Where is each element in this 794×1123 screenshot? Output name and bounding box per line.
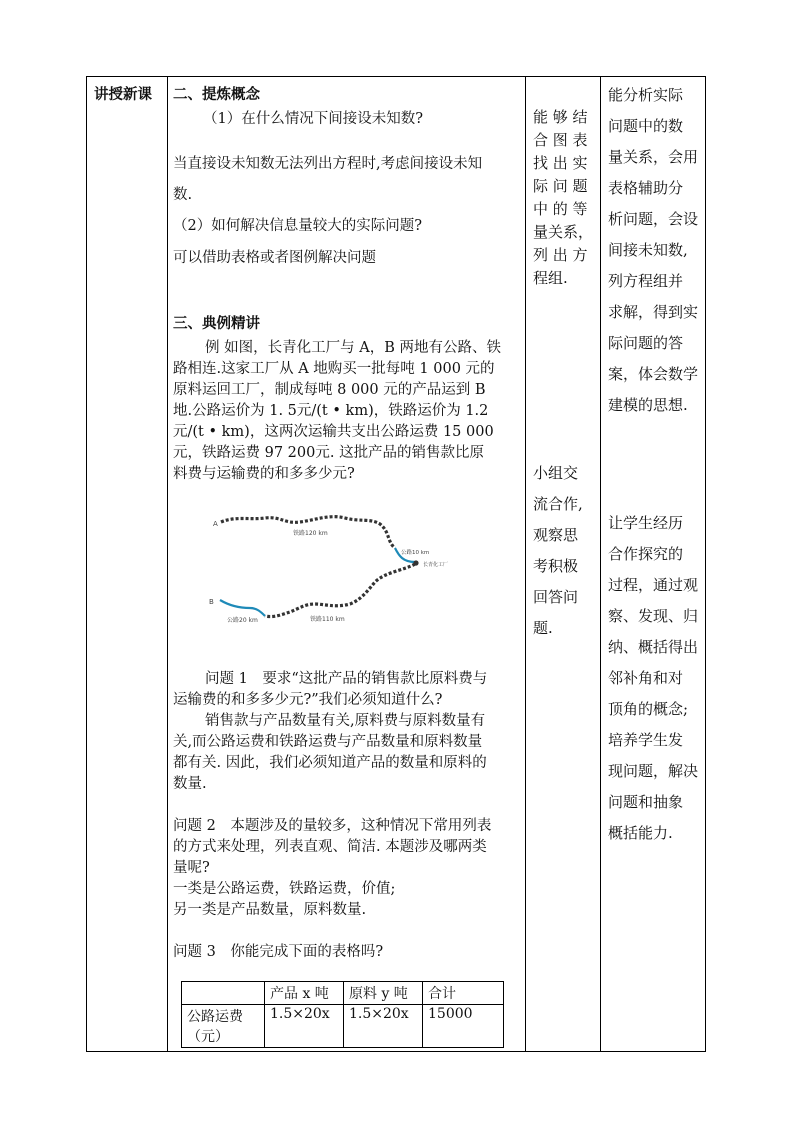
label-factory: 长青化工厂 bbox=[423, 562, 449, 568]
objective-line: 案，体会数学 bbox=[608, 365, 699, 383]
answer-1-line: 关,而公路运费和铁路运费与产品数量和原料数量 bbox=[173, 734, 483, 750]
table-cell: 1.5×20x bbox=[265, 1005, 344, 1048]
table-header-cell: 原料 y 吨 bbox=[344, 982, 423, 1005]
objective-line: 让学生经历 bbox=[608, 514, 684, 532]
objective-line: 量关系，会用 bbox=[608, 148, 699, 166]
table-header-cell: 产品 x 吨 bbox=[265, 982, 344, 1005]
activity-line: 合 图 表 bbox=[533, 131, 588, 149]
activity-line: 回答问 bbox=[533, 588, 579, 606]
problem-3: 问题 3 你能完成下面的表格吗? bbox=[173, 944, 384, 960]
objective-line: 建模的思想. bbox=[608, 396, 688, 414]
section-heading: 二、提炼概念 bbox=[173, 86, 260, 103]
objective-line: 问题中的数 bbox=[608, 117, 684, 135]
stage-label: 讲授新课 bbox=[94, 86, 152, 103]
problem-2-line: 的方式来处理，列表直观、简洁. 本题涉及哪两类 bbox=[173, 839, 487, 855]
objective-line: 际问题的答 bbox=[608, 334, 684, 352]
table-row-label bbox=[182, 1005, 265, 1048]
example-line: 地.公路运价为 1. 5元/(t • km)，铁路运价为 1.2 bbox=[173, 403, 489, 419]
question-2: （2）如何解决信息量较大的实际问题? bbox=[173, 218, 422, 234]
example-line: 元/(t • km)，这两次运输共支出公路运费 15 000 bbox=[173, 424, 494, 440]
objective-line: 表格辅助分 bbox=[608, 179, 684, 197]
objective-line: 现问题，解决 bbox=[608, 762, 699, 780]
example-line: 例 如图，长青化工厂与 A，B 两地有公路、铁 bbox=[205, 340, 501, 356]
answer-2-line: 另一类是产品数量，原料数量. bbox=[173, 902, 367, 918]
table-row bbox=[182, 982, 504, 1005]
label-a: A bbox=[213, 520, 218, 528]
example-line: 元，铁路运费 97 200元. 这批产品的销售款比原 bbox=[173, 445, 485, 461]
label-road-left: 公路20 km bbox=[227, 617, 258, 624]
activity-line: 列 出 方 bbox=[533, 246, 588, 264]
objective-line: 求解，得到实 bbox=[608, 303, 699, 321]
section-heading: 三、典例精讲 bbox=[173, 315, 260, 332]
table-row bbox=[182, 1005, 504, 1048]
railway-bottom bbox=[265, 564, 415, 617]
activity-block-1 bbox=[533, 106, 593, 290]
example-line: 料费与运输费的和多多少元? bbox=[173, 466, 355, 482]
answer-1-line: 销售款与产品数量有关,原料费与原料数量有 bbox=[205, 713, 486, 729]
answer-1-line: 数. bbox=[173, 187, 193, 203]
question-1: （1）在什么情况下间接设未知数? bbox=[203, 111, 423, 127]
activity-line: 考积极 bbox=[533, 557, 579, 575]
activity-line: 流合作, bbox=[533, 495, 583, 513]
row-label-line: （元） bbox=[187, 1029, 229, 1045]
objective-block-1 bbox=[608, 80, 701, 421]
table-cell: 1.5×20x bbox=[344, 1005, 423, 1048]
label-rail-top: 铁路120 km bbox=[293, 530, 328, 537]
objective-line: 问题和抽象 bbox=[608, 793, 684, 811]
objective-line: 合作探究的 bbox=[608, 545, 684, 563]
answer-1-line: 当直接设未知数无法列出方程时,考虑间接设未知 bbox=[173, 156, 483, 172]
road-left bbox=[220, 600, 265, 616]
answer-2: 可以借助表格或者图例解决问题 bbox=[173, 250, 376, 266]
activity-line: 量关系， bbox=[533, 223, 594, 241]
objective-line: 邻补角和对 bbox=[608, 669, 684, 687]
problem-1-line: 运输费的和多多少元?”我们必须知道什么? bbox=[173, 692, 443, 708]
objective-line: 列方程组并 bbox=[608, 272, 684, 290]
column-divider bbox=[600, 76, 601, 1052]
table-header-cell: 合计 bbox=[423, 982, 504, 1005]
objective-line: 培养学生发 bbox=[608, 731, 684, 749]
column-divider bbox=[167, 76, 168, 1052]
objective-line: 析问题，会设 bbox=[608, 210, 699, 228]
objective-line: 纳、概括得出 bbox=[608, 638, 699, 656]
problem-2-line: 量呢? bbox=[173, 860, 210, 876]
answer-1-line: 都有关. 因此，我们必须知道产品的数量和原料的 bbox=[173, 755, 487, 771]
problem-2-line: 问题 2 本题涉及的量较多，这种情况下常用列表 bbox=[173, 818, 492, 834]
route-map bbox=[205, 508, 449, 632]
objective-line: 能分析实际 bbox=[608, 86, 684, 104]
activity-line: 观察思 bbox=[533, 526, 579, 544]
activity-line: 程组. bbox=[533, 269, 568, 287]
activity-line: 找 出 实 bbox=[533, 154, 588, 172]
factory-marker bbox=[413, 560, 418, 565]
answer-1-line: 数量. bbox=[173, 776, 207, 792]
table-cell: 15000 bbox=[423, 1005, 504, 1048]
activity-line: 能 够 结 bbox=[533, 108, 588, 126]
activity-block-2 bbox=[533, 458, 593, 644]
objective-line: 概括能力. bbox=[608, 824, 673, 842]
activity-line: 际 问 题 bbox=[533, 177, 588, 195]
column-divider bbox=[525, 76, 526, 1052]
fill-in-table bbox=[181, 981, 504, 1048]
activity-line: 题. bbox=[533, 619, 553, 637]
objective-line: 间接未知数, bbox=[608, 241, 688, 259]
problem-1-line: 问题 1 要求“这批产品的销售款比原料费与 bbox=[205, 671, 488, 687]
label-rail-bottom: 铁路110 km bbox=[310, 616, 345, 623]
objective-line: 过程，通过观 bbox=[608, 576, 699, 594]
example-line: 路相连.这家工厂从 A 地购买一批每吨 1 000 元的 bbox=[173, 361, 495, 377]
objective-line: 顶角的概念; bbox=[608, 700, 689, 718]
activity-line: 中 的 等 bbox=[533, 200, 588, 218]
table-header-cell bbox=[182, 982, 265, 1005]
label-road-right: 公路10 km bbox=[401, 550, 430, 556]
objective-block-2 bbox=[608, 508, 701, 849]
objective-line: 察、发现、归 bbox=[608, 607, 699, 625]
answer-2-line: 一类是公路运费，铁路运费，价值; bbox=[173, 881, 396, 897]
example-line: 原料运回工厂，制成每吨 8 000 元的产品运到 B bbox=[173, 382, 486, 398]
label-b: B bbox=[209, 598, 214, 606]
activity-line: 小组交 bbox=[533, 464, 579, 482]
row-label-line: 公路运费 bbox=[187, 1009, 243, 1025]
